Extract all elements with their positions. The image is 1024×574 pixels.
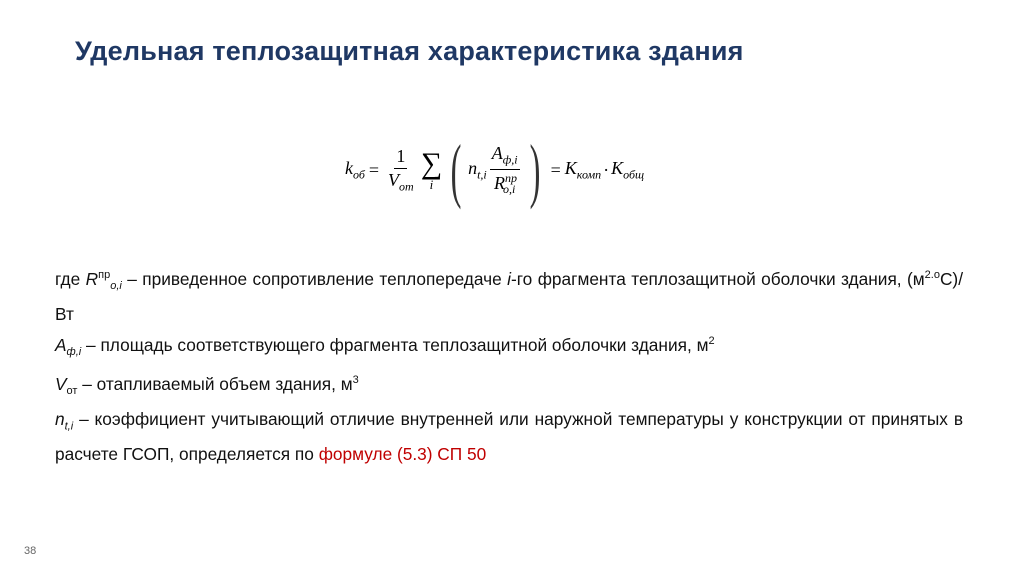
formula-fraction-1-over-v xyxy=(386,146,416,195)
formula-k-komp: $K_{комп}$ xyxy=(564,157,602,182)
formula-reference-link[interactable]: формуле (5.3) СП 50 xyxy=(318,443,487,464)
formula-left-paren: ( xyxy=(450,130,462,210)
formula-k: $k_{об}$ xyxy=(345,157,365,182)
definition-v: $V_{от}$ – отапливаемый объем здания, $м^3$ xyxy=(55,373,359,398)
formula-dot: · xyxy=(603,159,610,180)
formula-one: 1 xyxy=(394,146,407,169)
slide-title: Удельная теплозащитная характеристика здания xyxy=(75,36,744,66)
definition-n: $n_{t,i}$ – коэффициент учитывающий отличие внутренней или наружной температуры у конструкции от принятых в расчете ГСОП, определяется по формуле (5.3) СП 50 xyxy=(55,408,963,464)
sum-sign-icon: ∑ xyxy=(420,146,443,180)
formula-sum xyxy=(420,146,443,192)
definition-r: где $R^{пр}_{o,i}$ – приведенное сопротивление теплопередаче i-го фрагмента теплозащитной оболочки здания, $(м^{2.o}С)/Вт$ xyxy=(55,268,963,324)
formula-v: $V_{от}$ xyxy=(388,169,414,194)
formula-right-paren: ) xyxy=(529,130,541,210)
formula-equals-2: = xyxy=(550,159,561,180)
formula-n: $n_{t,i}$ xyxy=(468,157,487,182)
heat-characteristic-formula xyxy=(345,130,644,210)
formula-a: $A_{ф,i}$ xyxy=(490,143,520,170)
formula-fraction-a-over-r xyxy=(490,143,520,197)
formula-r: $R^{пр}_{o,i}$ xyxy=(494,170,518,197)
definitions-block xyxy=(55,262,963,468)
definition-a: $А_{ф,i}$ – площадь соответствующего фрагмента теплозащитной оболочки здания, $м^2$ xyxy=(55,334,715,359)
formula-equals: = xyxy=(368,159,380,180)
formula-k-obsh: $K_{общ}$ xyxy=(611,157,645,182)
page-number: 38 xyxy=(24,545,37,557)
sum-index: i xyxy=(429,176,434,192)
